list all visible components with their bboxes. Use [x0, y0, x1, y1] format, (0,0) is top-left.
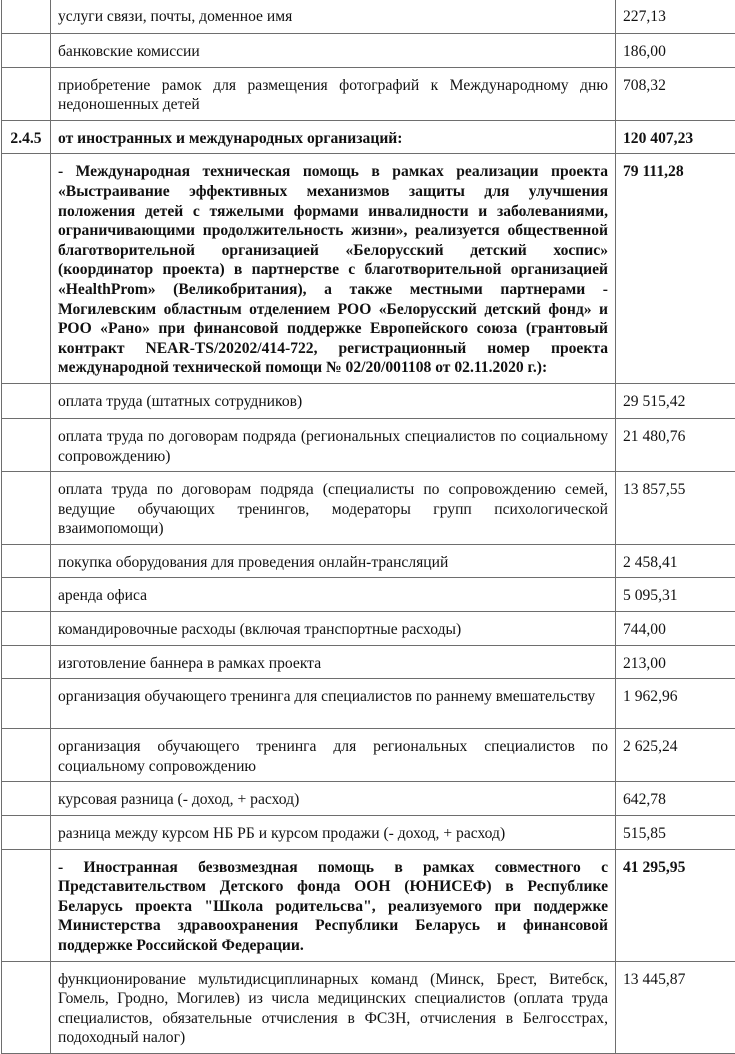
table-body	[2, 0, 735, 1053]
description-cell	[51, 472, 616, 545]
item-amount: 213,00	[616, 646, 735, 679]
amount-cell	[616, 645, 735, 679]
table-row	[2, 782, 735, 816]
item-number-cell	[2, 961, 51, 1053]
table-row	[2, 544, 735, 578]
item-number	[2, 612, 50, 625]
item-amount: 41 295,95	[616, 850, 735, 883]
item-amount: 744,00	[616, 612, 735, 645]
description-cell	[51, 120, 616, 154]
item-number	[2, 419, 50, 432]
table-row	[2, 0, 735, 34]
item-number-cell	[2, 578, 51, 612]
item-number-cell	[2, 729, 51, 782]
table-row	[2, 154, 735, 384]
amount-cell	[616, 0, 735, 34]
item-amount: 21 480,76	[616, 419, 735, 452]
item-amount: 79 111,28	[616, 154, 735, 187]
description-cell	[51, 383, 616, 418]
financial-report-table	[1, 0, 735, 1054]
item-amount: 13 857,55	[616, 472, 735, 505]
description-cell	[51, 154, 616, 384]
item-description: функционирование мультидисциплинарных команд (Минск, Брест, Витебск, Гомель, Гродно, Могилев) из числа медицинских специалистов (оплата труда специалистов, обязательные отчисления в ФСЗН, отчисления в Белгосстрах, подоходный налог)	[51, 962, 615, 1053]
item-number	[2, 850, 50, 863]
item-amount: 708,32	[616, 68, 735, 101]
item-number-cell	[2, 383, 51, 418]
table-row	[2, 418, 735, 471]
description-cell	[51, 816, 616, 850]
item-description: приобретение рамок для размещения фотографий к Международному дню недоношенных детей	[51, 68, 615, 120]
table-row	[2, 472, 735, 545]
item-number: 2.4.5	[2, 121, 50, 154]
item-description: банковские комиссии	[51, 34, 615, 67]
item-number	[2, 782, 50, 795]
table-row	[2, 383, 735, 418]
amount-cell	[616, 782, 735, 816]
item-description: курсовая разница (- доход, + расход)	[51, 782, 615, 815]
item-number	[2, 154, 50, 167]
item-amount: 186,00	[616, 34, 735, 67]
table-row	[2, 679, 735, 729]
amount-cell	[616, 578, 735, 612]
item-amount: 13 445,87	[616, 962, 735, 995]
item-number	[2, 729, 50, 742]
item-description: оплата труда по договорам подряда (специалисты по сопровождению семей, ведущие обучающих тренингов, модераторы групп психологической взаимопомощи)	[51, 472, 615, 544]
amount-cell	[616, 612, 735, 646]
amount-cell	[616, 154, 735, 384]
description-cell	[51, 612, 616, 646]
item-number	[2, 384, 50, 397]
amount-cell	[616, 383, 735, 418]
item-description: изготовление баннера в рамках проекта	[51, 646, 615, 679]
amount-cell	[616, 729, 735, 782]
item-number-cell	[2, 472, 51, 545]
item-number-cell	[2, 67, 51, 120]
item-number	[2, 679, 50, 692]
table-row	[2, 849, 735, 961]
item-description: аренда офиса	[51, 578, 615, 611]
item-number	[2, 472, 50, 485]
item-number-cell	[2, 679, 51, 729]
item-number-cell	[2, 154, 51, 384]
item-amount: 5 095,31	[616, 578, 735, 611]
description-cell	[51, 679, 616, 729]
item-number-cell	[2, 612, 51, 646]
item-number	[2, 0, 50, 12]
description-cell	[51, 578, 616, 612]
item-amount: 2 458,41	[616, 545, 735, 578]
item-number	[2, 646, 50, 659]
item-description: организация обучающего тренинга для региональных специалистов по социальному сопровождению	[51, 729, 615, 781]
item-description: оплата труда по договорам подряда (региональных специалистов по социальному сопровождению)	[51, 419, 615, 471]
item-amount: 120 407,23	[616, 121, 735, 154]
amount-cell	[616, 679, 735, 729]
table-row	[2, 612, 735, 646]
item-description: услуги связи, почты, доменное имя	[51, 0, 615, 32]
item-amount: 1 962,96	[616, 679, 735, 712]
item-amount: 29 515,42	[616, 384, 735, 417]
item-number-cell	[2, 816, 51, 850]
item-description: от иностранных и международных организаций:	[51, 121, 615, 154]
table-row	[2, 816, 735, 850]
item-number	[2, 962, 50, 975]
table-row	[2, 961, 735, 1053]
amount-cell	[616, 34, 735, 68]
item-number-cell	[2, 0, 51, 34]
item-description: - Международная техническая помощь в рамках реализации проекта «Выстраивание эффективных механизмов защиты для улучшения положения детей с тяжелыми формами инвалидности и заболеваниями, ограничивающими продолжительность жизни», реализуется общественной благотворительной организацией «Белорусский детский хоспис» (координатор проекта) в партнерстве с благотворительной организацией «HealthProm» (Великобритания), а также местными партнерами - Могилевским областным отделением РОО «Белорусский детский фонд» и РОО «Рано» при финансовой поддержке Европейского союза (грантовый контракт NEAR-TS/20202/414-722, регистрационный номер проекта международной технической помощи № 02/20/001108 от 02.11.2020 г.):	[51, 154, 615, 383]
amount-cell	[616, 120, 735, 154]
table-row	[2, 67, 735, 120]
description-cell	[51, 0, 616, 34]
amount-cell	[616, 418, 735, 471]
item-description: организация обучающего тренинга для специалистов по раннему вмешательству	[51, 679, 615, 712]
item-amount: 515,85	[616, 816, 735, 849]
table-row	[2, 645, 735, 679]
item-amount: 2 625,24	[616, 729, 735, 762]
table-row	[2, 729, 735, 782]
item-number	[2, 816, 50, 829]
description-cell	[51, 782, 616, 816]
item-number	[2, 545, 50, 558]
amount-cell	[616, 544, 735, 578]
item-number-cell	[2, 120, 51, 154]
amount-cell	[616, 67, 735, 120]
description-cell	[51, 645, 616, 679]
item-description: - Иностранная безвозмездная помощь в рамках совместного с Представительством Детского фонда ООН (ЮНИСЕФ) в Республике Беларусь проекта "Школа родительсва", реализуемого при поддержке Министерства здравоохранения Республики Беларусь и финансовой поддержке Российской Федерации.	[51, 850, 615, 961]
description-cell	[51, 729, 616, 782]
item-number	[2, 68, 50, 81]
item-description: разница между курсом НБ РБ и курсом продажи (- доход, + расход)	[51, 816, 615, 849]
item-number-cell	[2, 34, 51, 68]
description-cell	[51, 67, 616, 120]
item-description: покупка оборудования для проведения онлайн-трансляций	[51, 545, 615, 578]
item-description: оплата труда (штатных сотрудников)	[51, 384, 615, 417]
table-row	[2, 120, 735, 154]
description-cell	[51, 961, 616, 1053]
item-number-cell	[2, 849, 51, 961]
description-cell	[51, 544, 616, 578]
item-description: командировочные расходы (включая транспортные расходы)	[51, 612, 615, 645]
table-row	[2, 578, 735, 612]
description-cell	[51, 418, 616, 471]
amount-cell	[616, 472, 735, 545]
item-number	[2, 34, 50, 47]
item-number-cell	[2, 782, 51, 816]
item-number-cell	[2, 544, 51, 578]
item-number	[2, 578, 50, 591]
item-number-cell	[2, 645, 51, 679]
item-amount: 227,13	[616, 0, 735, 32]
amount-cell	[616, 849, 735, 961]
item-amount: 642,78	[616, 782, 735, 815]
description-cell	[51, 849, 616, 961]
item-number-cell	[2, 418, 51, 471]
amount-cell	[616, 816, 735, 850]
description-cell	[51, 34, 616, 68]
amount-cell	[616, 961, 735, 1053]
table-row	[2, 34, 735, 68]
